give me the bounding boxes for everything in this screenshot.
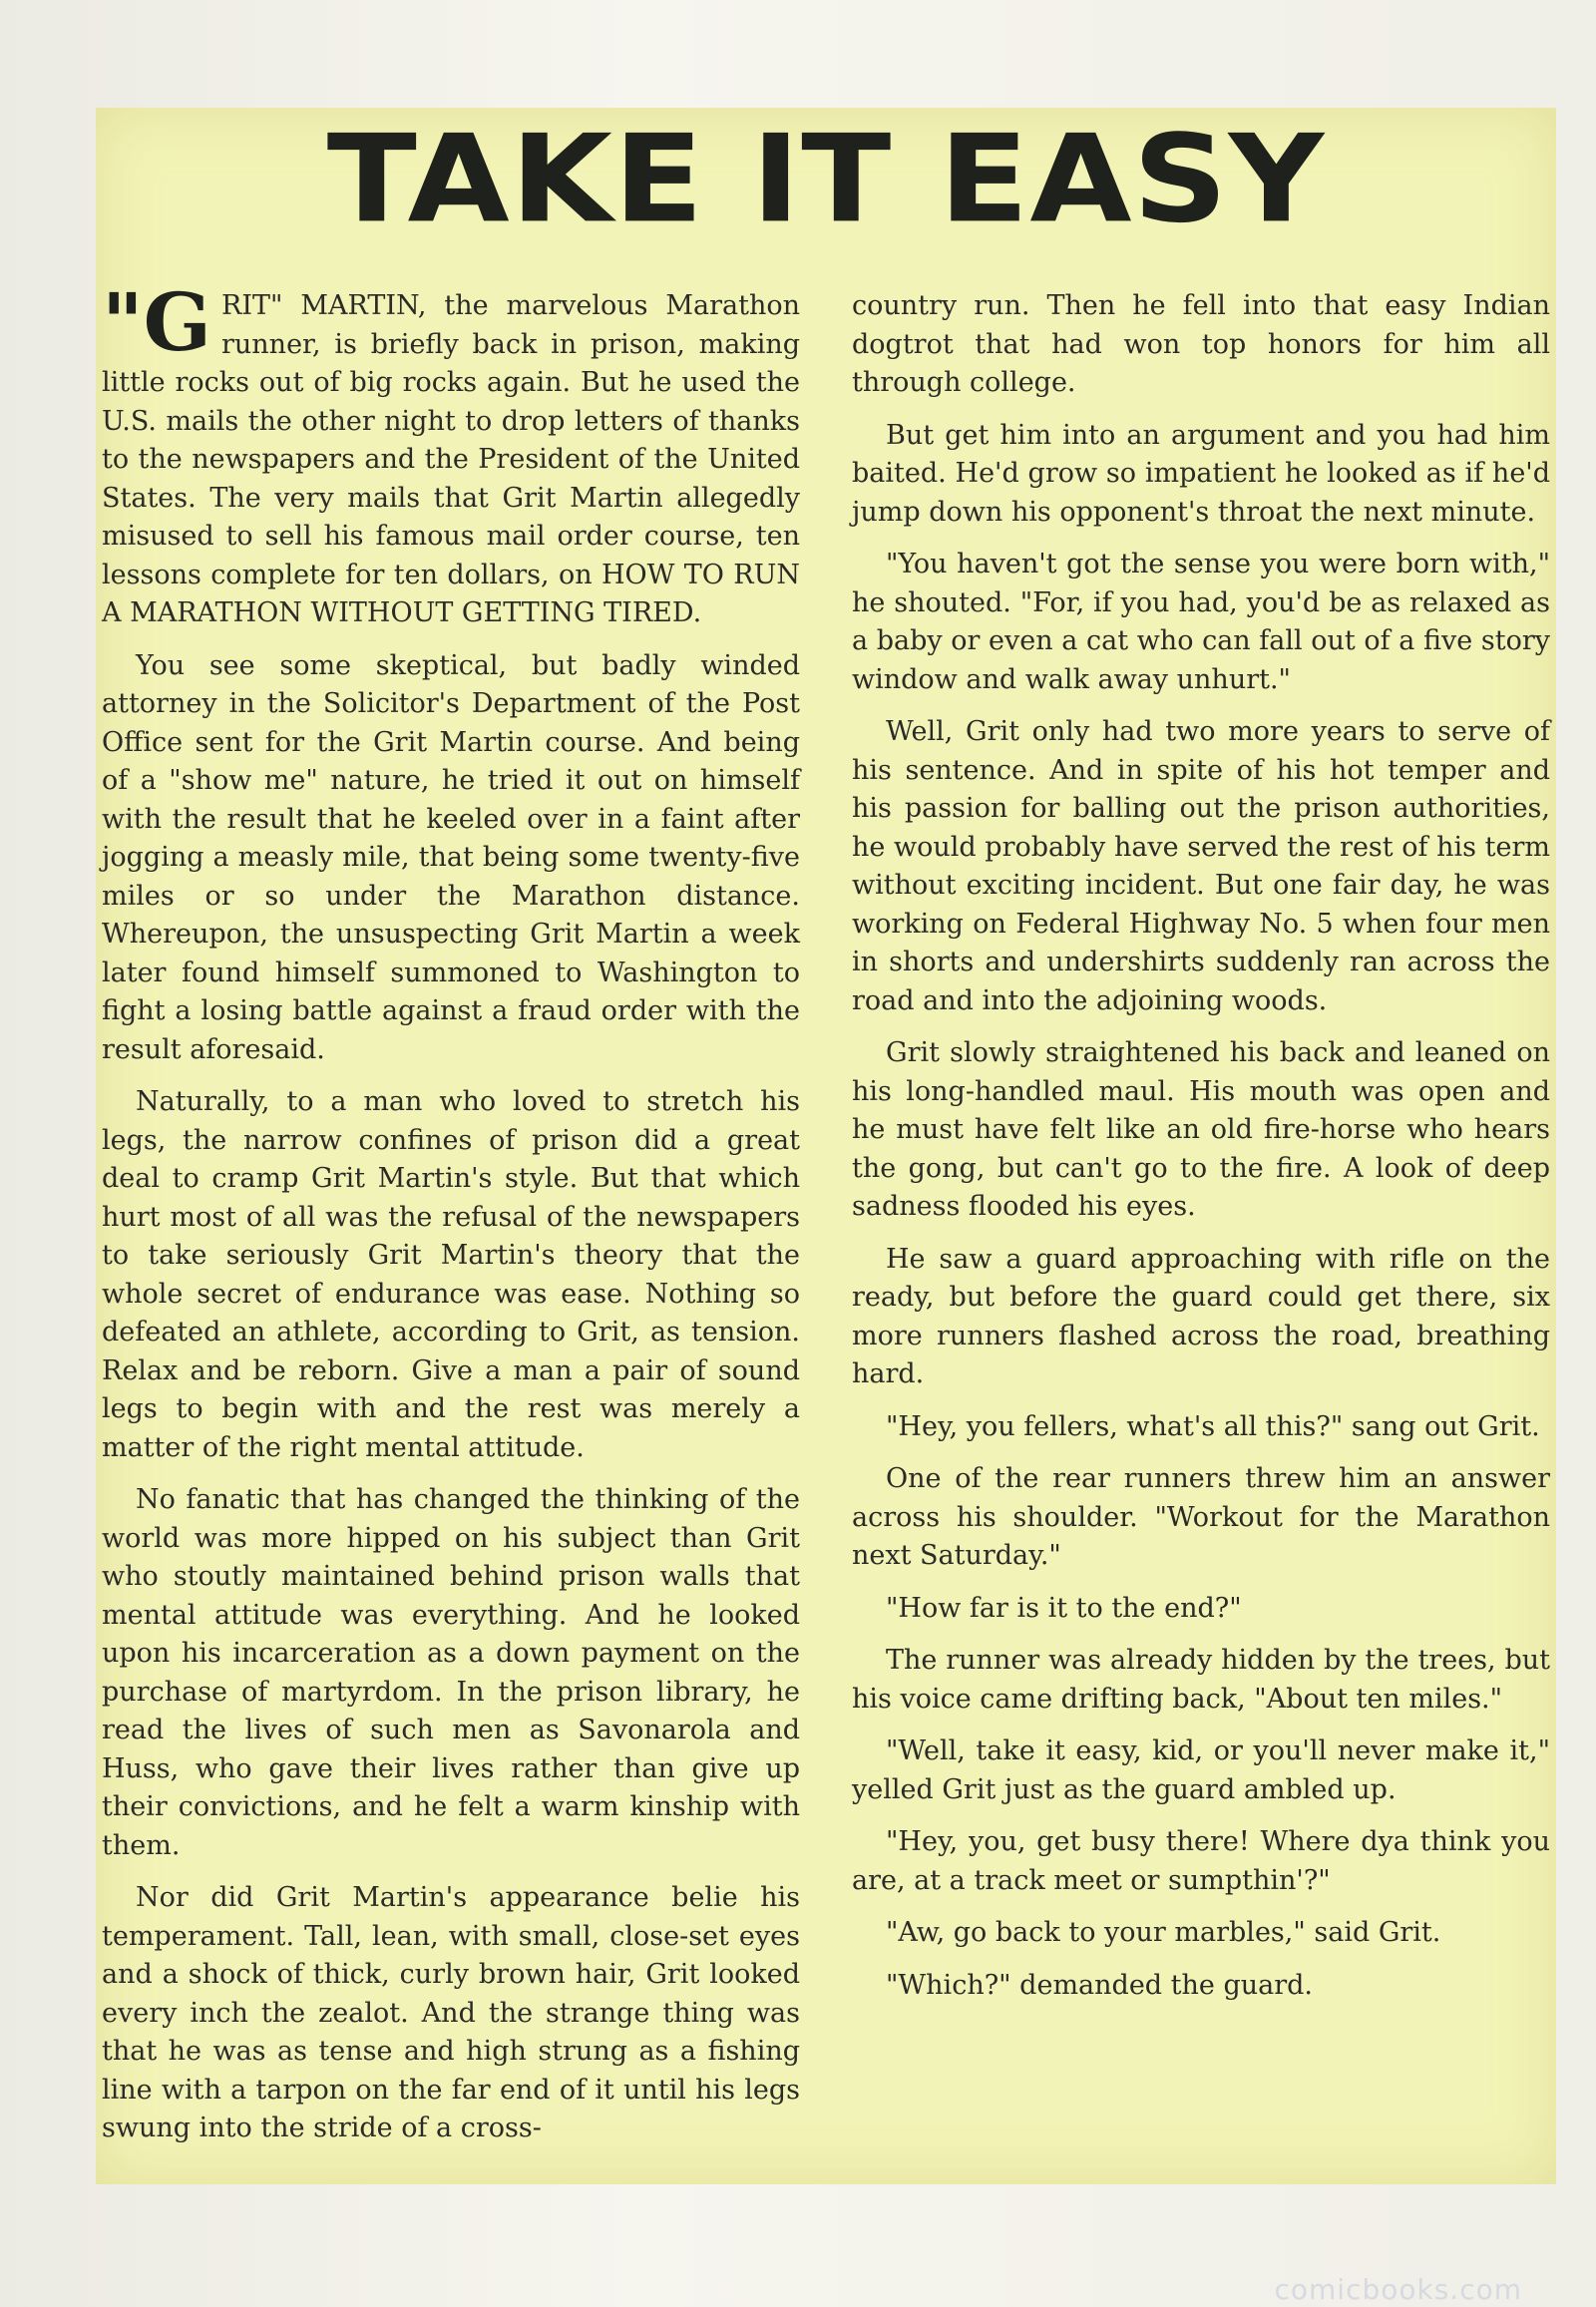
paragraph: Grit slowly straightened his back and leaned on his long-handled maul. His mouth was open and he must have felt like an old fire-horse who hears the gong, but can't go to the fire. A look of deep sadness flooded his eyes. <box>852 1037 1550 1222</box>
drop-cap: "G <box>102 275 211 369</box>
paragraph: "Well, take it easy, kid, or you'll never make it," yelled Grit just as the guard ambled up. <box>852 1735 1550 1805</box>
article-title: TAKE IT EASY <box>326 109 1326 250</box>
paragraph: But get him into an argument and you had him baited. He'd grow so impatient he looked as if he'd jump down his opponent's throat the next minute. <box>852 419 1550 528</box>
paragraph: Nor did Grit Martin's appearance belie his temperament. Tall, lean, with small, close-set eyes and a shock of thick, curly brown hair, Grit looked every inch the zealot. And the strange thing was that he was as tense and high strung as a fishing line with a tarpon on the far end of it until his legs swung into the stride of a cross- <box>102 1882 800 2143</box>
paragraph: country run. Then he fell into that easy Indian dogtrot that had won top honors for him all through college. <box>852 290 1550 398</box>
paragraph: "Hey, you, get busy there! Where dya think you are, at a track meet or sumpthin'?" <box>852 1826 1550 1896</box>
paragraph: Naturally, to a man who loved to stretch his legs, the narrow confines of prison did a great deal to cramp Grit Martin's style. But that which hurt most of all was the refusal of the newspapers to take seriously Grit Martin's theory that the whole secret of endurance was ease. Nothing so defeated an athlete, according to Grit, as tension. Relax and be reborn. Give a man a pair of sound legs to begin with and the rest was merely a matter of the right mental attitude. <box>102 1086 800 1463</box>
paragraph: He saw a guard approaching with rifle on the ready, but before the guard could get there, six more runners flashed across the road, breathing hard. <box>852 1243 1550 1389</box>
paragraph: You see some skeptical, but badly winded attorney in the Solicitor's Department of the Post Office sent for the Grit Martin course. And being of a "show me" nature, he tried it out on himself with the result that he keeled over in a faint after jogging a measly mile, that being some twenty-five miles or so under the Marathon distance. Whereupon, the unsuspecting Grit Martin a week later found himself summoned to Washington to fight a losing battle against a fraud order with the result aforesaid. <box>102 649 800 1065</box>
paragraph: "Which?" demanded the guard. <box>886 1969 1314 2001</box>
paragraph: One of the rear runners threw him an answer across his shoulder. "Workout for the Marathon next Saturday." <box>852 1463 1550 1571</box>
paragraph: Well, Grit only had two more years to serve of his sentence. And in spite of his hot temper and his passion for balling out the prison authorities, he would probably have served the rest of his term without exciting incident. But one fair day, he was working on Federal Highway No. 5 when four men in shorts and undershirts suddenly ran across the road and into the adjoining woods. <box>852 716 1550 1016</box>
left-column <box>102 275 800 2162</box>
paragraph: "You haven't got the sense you were born with," he shouted. "For, if you had, you'd be as relaxed as a baby or even a cat who can fall out of a five story window and walk away unhurt." <box>852 549 1550 695</box>
paragraph: "How far is it to the end?" <box>886 1592 1242 1624</box>
paragraph <box>102 275 800 633</box>
watermark: comicbooks.com <box>1274 2273 1522 2306</box>
paragraph: No fanatic that has changed the thinking of the world was more hipped on his subject than Grit who stoutly maintained behind prison walls that mental attitude was everything. And he looked upon his incarceration as a down payment on the purchase of martyrdom. In the prison library, he read the lives of such men as Savonarola and Huss, who gave their lives rather than give up their convictions, and he felt a warm kinship with them. <box>102 1484 800 1861</box>
article-panel <box>96 108 1556 2184</box>
paragraph-text: RIT" MARTIN, the marvelous Marathon runner, is briefly back in prison, making little rocks out of big rocks again. But he used the U.S. mails the other night to drop letters of thanks to the newspapers and the President of the United States. The very mails that Grit Martin allegedly misused to sell his famous mail order course, ten lessons complete for ten dollars, on HOW TO RUN A MARATHON WITHOUT GETTING TIRED. <box>102 290 800 628</box>
paragraph: "Aw, go back to your marbles," said Grit. <box>886 1917 1441 1948</box>
paragraph: The runner was already hidden by the trees, but his voice came drifting back, "About ten miles." <box>852 1645 1550 1715</box>
right-column <box>852 287 1550 2019</box>
paragraph: "Hey, you fellers, what's all this?" sang out Grit. <box>886 1410 1540 1442</box>
